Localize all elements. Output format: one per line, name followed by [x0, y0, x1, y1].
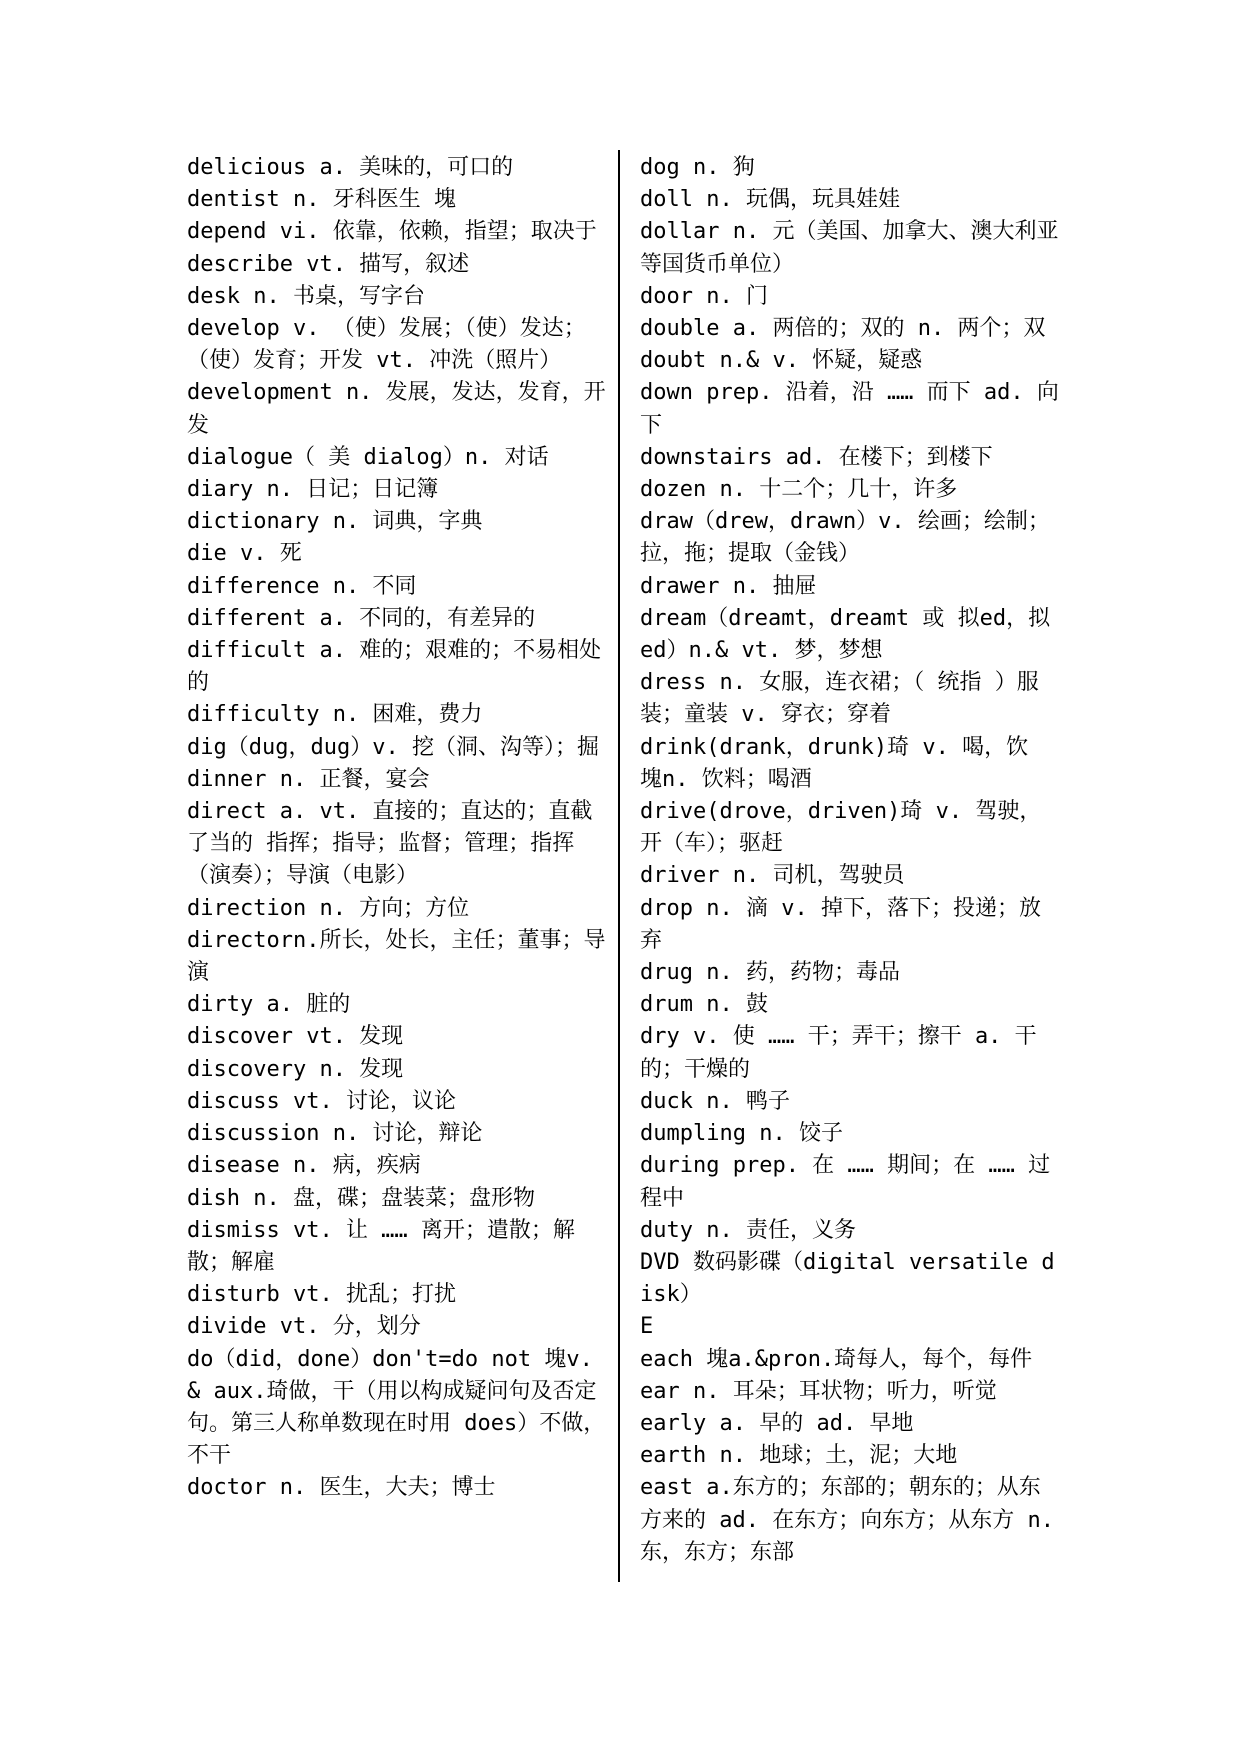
vocab-entry: disease n. 病，疾病: [187, 1153, 421, 1179]
vocab-entry: describe vt. 描写，叙述: [187, 251, 470, 277]
vocab-entry: discovery n. 发现: [187, 1056, 404, 1082]
column-divider: [618, 150, 620, 1582]
vocab-entry: dialogue（ 美 dialog）n. 对话: [187, 444, 549, 470]
vocab-entry: dollar n. 元（美国、加拿大、澳大利亚等国货币单位）: [640, 219, 1059, 277]
vocab-entry: directorn.所长，处长，主任；董事；导演: [187, 927, 606, 986]
vocab-entry: depend vi. 依靠，依赖，指望；取决于: [187, 219, 597, 245]
vocab-entry: dictionary n. 词典，字典: [187, 509, 483, 535]
vocab-entry: duck n. 鸭子: [640, 1088, 790, 1114]
vocab-entry: difference n. 不同: [187, 573, 417, 599]
vocab-entry: E: [640, 1314, 654, 1340]
vocab-entry: drawer n. 抽屉: [640, 573, 817, 599]
vocab-entry: dry v. 使 …… 干；弄干；擦干 a. 干的；干燥的: [640, 1024, 1037, 1082]
vocab-entry: die v. 死: [187, 541, 302, 567]
left-column: [187, 152, 607, 1505]
vocab-entry: down prep. 沿着，沿 …… 而下 ad. 向下: [640, 380, 1059, 438]
right-column: [640, 152, 1060, 1569]
vocab-entry: drug n. 药，药物；毒品: [640, 960, 900, 986]
vocab-entry: driver n. 司机，驾驶员: [640, 863, 905, 889]
vocab-entry: draw（drew，drawn）v. 绘画；绘制；拉，拖；提取（金钱）: [640, 509, 1050, 567]
vocab-entry: drink(drank，drunk)琦 v. 喝，饮 塊n. 饮料；喝酒: [640, 734, 1029, 792]
vocab-entry: double a. 两倍的；双的 n. 两个；双: [640, 316, 1046, 342]
vocab-entry: dog n. 狗: [640, 155, 755, 180]
vocab-entry: doubt n.& v. 怀疑，疑惑: [640, 348, 923, 374]
vocab-entry: door n. 门: [640, 283, 768, 309]
vocab-entry: east a.东方的；东部的；朝东的；从东方来的 ad. 在东方；向东方；从东方 n. 东，东方；东部: [640, 1475, 1054, 1565]
vocab-entry: disturb vt. 扰乱；打扰: [187, 1282, 456, 1308]
vocab-entry: develop v. （使）发展；（使）发达；（使）发育；开发 vt. 冲洗（照片）: [187, 316, 586, 374]
vocab-entry: discuss vt. 讨论，议论: [187, 1088, 456, 1114]
vocab-entry: dismiss vt. 让 …… 离开；遣散；解散；解雇: [187, 1217, 575, 1275]
vocab-entry: different a. 不同的，有差异的: [187, 605, 536, 631]
vocab-entry: difficulty n. 困难，费力: [187, 702, 483, 728]
vocab-entry: ear n. 耳朵；耳状物；听力，听觉: [640, 1378, 997, 1404]
vocab-entry: discover vt. 发现: [187, 1024, 404, 1050]
vocab-entry: during prep. 在 …… 期间；在 …… 过程中: [640, 1153, 1051, 1211]
vocab-entry: desk n. 书桌，写字台: [187, 283, 425, 309]
vocab-entry: diary n. 日记；日记簿: [187, 477, 439, 503]
vocab-entry: delicious a. 美味的，可口的: [187, 155, 514, 180]
vocab-entry: dentist n. 牙科医生 塊: [187, 187, 456, 213]
vocab-entry: drum n. 鼓: [640, 992, 768, 1018]
vocab-entry: duty n. 责任，义务: [640, 1217, 856, 1243]
vocab-entry: doll n. 玩偶，玩具娃娃: [640, 187, 900, 213]
vocab-entry: downstairs ad. 在楼下；到楼下: [640, 444, 993, 470]
vocab-entry: dig（dug，dug）v. 挖（洞、沟等）；掘: [187, 734, 599, 760]
vocab-entry: DVD 数码影碟（digital versatile disk）: [640, 1249, 1055, 1308]
vocab-entry: drop n. 滴 v. 掉下，落下；投递；放弃: [640, 895, 1041, 953]
vocab-entry: dirty a. 脏的: [187, 992, 351, 1018]
vocab-entry: drive(drove，driven)琦 v. 驾驶，开（车）；驱赶: [640, 799, 1042, 857]
vocab-entry: dozen n. 十二个；几十，许多: [640, 477, 958, 503]
vocab-entry: early a. 早的 ad. 早地: [640, 1410, 914, 1436]
vocab-entry: development n. 发展，发达，发育，开发: [187, 380, 606, 438]
vocab-entry: discussion n. 讨论，辩论: [187, 1121, 483, 1147]
vocab-entry: doctor n. 医生，大夫；博士: [187, 1475, 496, 1501]
vocab-entry: direct a. vt. 直接的；直达的；直截了当的 指挥；指导；监督；管理；指挥（演奏）；导演（电影）: [187, 799, 593, 889]
vocab-entry: dream（dreamt，dreamt 或 拟ed，拟ed）n.& vt. 梦，梦想: [640, 605, 1051, 664]
vocab-entry: divide vt. 分，划分: [187, 1314, 421, 1340]
vocab-entry: difficult a. 难的；艰难的；不易相处的: [187, 638, 602, 696]
vocab-entry: earth n. 地球；土，泥；大地: [640, 1443, 958, 1469]
vocab-entry: each 塊a.&pron.琦每人，每个，每件: [640, 1346, 1033, 1372]
vocab-entry: dumpling n. 饺子: [640, 1121, 843, 1147]
vocab-entry: dish n. 盘，碟；盘装菜；盘形物: [187, 1185, 535, 1211]
vocab-entry: dress n. 女服，连衣裙；（ 统指 ）服装；童装 v. 穿衣；穿着: [640, 670, 1039, 728]
vocab-entry: dinner n. 正餐，宴会: [187, 766, 430, 792]
vocab-entry: do（did，done）don't=do not 塊v. & aux.琦做，干（用以构成疑问句及否定句。第三人称单数现在时用 does）不做，不干: [187, 1346, 606, 1469]
vocab-entry: direction n. 方向；方位: [187, 895, 470, 921]
